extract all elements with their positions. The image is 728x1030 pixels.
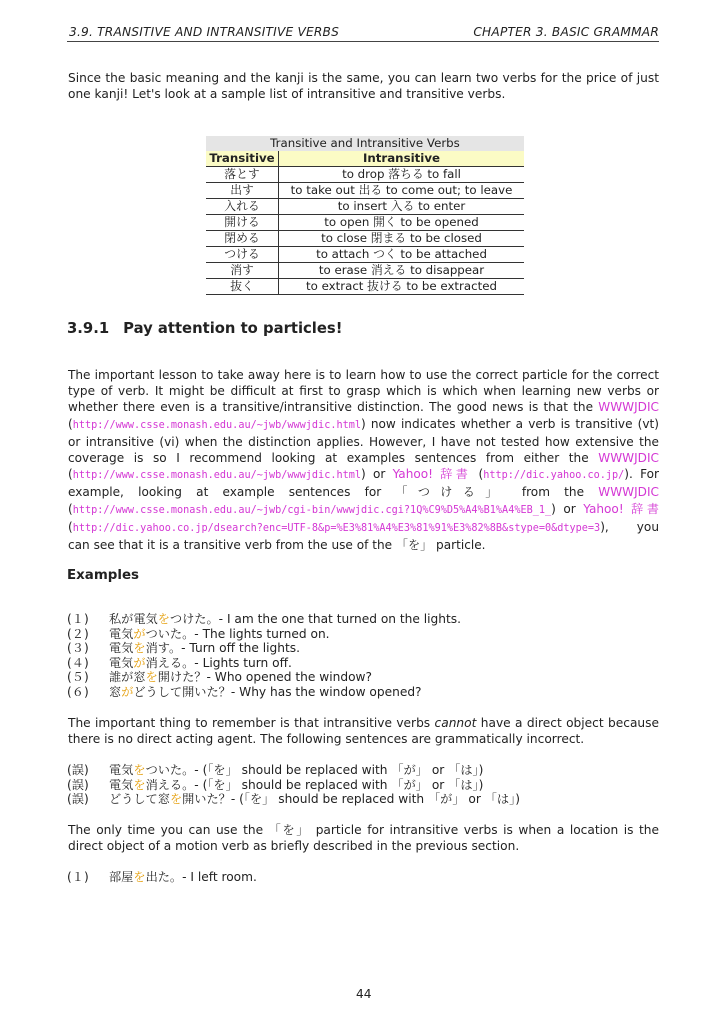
- list-item: (１) 私が電気をつけた。- I am the one that turned on the lights.: [67, 612, 461, 626]
- section-heading: [67, 320, 342, 337]
- body-text: ) or: [361, 467, 393, 482]
- body-text: ) now indicates whether a verb is transitive (vt) or intransitive (vi) when the distinction applies. However, I have not tested how extensive the coverage is so I recommend looking at examples sentences from either the: [68, 416, 659, 466]
- particle: が: [133, 655, 146, 670]
- final-example: [67, 870, 257, 885]
- running-header: [67, 25, 659, 42]
- body-text: ), you can see that it is a transitive verb from the use of the 「を」 particle.: [68, 519, 659, 553]
- wwwjdic-search-url-link[interactable]: http://www.csse.monash.edu.au/~jwb/cgi-bin/wwwjdic.cgi?1Q%C9%D5%A4%B1%A4%EB_1_: [72, 504, 552, 516]
- wwwjdic-link-3[interactable]: WWWJDIC: [598, 485, 659, 500]
- transitive-cell: 開ける: [206, 215, 279, 231]
- intransitive-cell: to open 開く to be opened: [279, 215, 525, 231]
- particle: を: [169, 792, 183, 807]
- particle: が: [133, 626, 146, 641]
- body-text: The important lesson to take away here is to learn how to use the correct particle for the correct type of verb. It might be difficult at first to grasp which is which when learning new verbs or whether there even is a transitive/intransitive distinction. The good news is that the: [68, 368, 659, 415]
- transitive-cell: つける: [206, 247, 279, 263]
- wwwjdic-link[interactable]: WWWJDIC: [598, 400, 659, 415]
- examples-list: [67, 612, 461, 700]
- table-row: [206, 263, 524, 279]
- header-intransitive: Intransitive: [279, 151, 525, 167]
- table-row: [206, 231, 524, 247]
- list-item: (誤) 電気をついた。- (「を」 should be replaced with 「が」 or 「は」): [67, 763, 484, 777]
- table-caption: Transitive and Intransitive Verbs: [206, 136, 524, 151]
- emphasis: cannot: [434, 716, 477, 730]
- particle: を: [133, 641, 146, 656]
- transitive-cell: 入れる: [206, 199, 279, 215]
- transitive-cell: 閉める: [206, 231, 279, 247]
- intransitive-cell: to extract 抜ける to be extracted: [279, 279, 525, 295]
- intransitive-cell: to attach つく to be attached: [279, 247, 525, 263]
- cannot-paragraph: The important thing to remember is that intransitive verbs cannot have a direct object because there is no direct acting agent. The following sentences are grammatically incorrect.: [68, 716, 659, 747]
- verb-table: [206, 136, 524, 295]
- particles-paragraph: The important lesson to take away here is to learn how to use the correct particle for the correct type of verb. It might be difficult at first to grasp which is which when learning new verbs or whether there even is a transitive/intransitive distinction. The good news is that the WWWJDIC (http://www.csse.monash.edu.au/~jwb/wwwjdic.html) now indicates whether a verb is transitive (vt) or intransitive (vi) when the distinction applies. However, I have not tested how extensive the coverage is so I recommend looking at examples sentences from either the WWWJDIC (http://www.csse.monash.edu.au/~jwb/wwwjdic.html) or Yahoo! 辞書 (http://dic.yahoo.co.jp/). For example, looking at example sentences for 「つける」 from the WWWJDIC (http://www.csse.monash.edu.au/~jwb/cgi-bin/wwwjdic.cgi?1Q%C9%D5%A4%B1%A4%EB_1_) or Yahoo! 辞書 (http://dic.yahoo.co.jp/dsearch?enc=UTF-8&p=%E3%81%A4%E3%81%91%E3%82%8B&stype=0&dtype=3), you can see that it is a transitive verb from the use of the 「を」 particle.: [68, 368, 659, 553]
- intransitive-cell: to close 閉まる to be closed: [279, 231, 525, 247]
- list-item: (６) 窓がどうして開いた？- Why has the window opened?: [67, 684, 422, 699]
- intro-paragraph: Since the basic meaning and the kanji is the same, you can learn two verbs for the price of just one kanji! Let's look at a sample list of intransitive and transitive verbs.: [68, 71, 659, 102]
- body-text: ) or: [551, 501, 584, 516]
- transitive-cell: 出す: [206, 183, 279, 199]
- incorrect-examples-list: [67, 763, 520, 807]
- header-transitive: Transitive: [206, 151, 279, 167]
- table-row: [206, 279, 524, 295]
- particle: を: [157, 612, 170, 626]
- section-title: Pay attention to particles!: [123, 320, 343, 337]
- wwwjdic-link-2[interactable]: WWWJDIC: [598, 451, 659, 466]
- yahoo-dictionary-link[interactable]: Yahoo! 辞書: [392, 467, 472, 482]
- list-item: (１) 部屋を出た。- I left room.: [67, 870, 257, 884]
- table-row: [206, 215, 524, 231]
- particle: を: [145, 670, 158, 685]
- wwwjdic-url-link-2[interactable]: http://www.csse.monash.edu.au/~jwb/wwwjdic.html: [72, 470, 361, 482]
- header-section-title: 3.9. TRANSITIVE AND INTRANSITIVE VERBS: [69, 25, 340, 39]
- list-item: (誤) 電気を消える。- (「を」 should be replaced with 「が」 or 「は」): [67, 777, 484, 792]
- intransitive-cell: to drop 落ちる to fall: [279, 167, 525, 183]
- list-item: (４) 電気が消える。- Lights turn off.: [67, 655, 292, 670]
- particle: が: [121, 684, 134, 699]
- yahoo-url-link[interactable]: http://dic.yahoo.co.jp/: [483, 470, 625, 482]
- particle: を: [133, 870, 146, 884]
- intransitive-cell: to take out 出る to come out; to leave: [279, 183, 525, 199]
- section-number: 3.9.1: [67, 320, 110, 337]
- list-item: (３) 電気を消す。- Turn off the lights.: [67, 641, 300, 656]
- table-row: [206, 199, 524, 215]
- transitive-cell: 抜く: [206, 279, 279, 295]
- yahoo-dictionary-link-2[interactable]: Yahoo! 辞書: [583, 501, 659, 516]
- list-item: (５) 誰が窓を開けた？- Who opened the window?: [67, 670, 372, 685]
- header-chapter-title: CHAPTER 3. BASIC GRAMMAR: [473, 25, 659, 39]
- particle: を: [133, 763, 146, 777]
- table-row: [206, 167, 524, 183]
- table-row: [206, 183, 524, 199]
- examples-heading: Examples: [67, 568, 140, 583]
- transitive-cell: 落とす: [206, 167, 279, 183]
- intransitive-cell: to insert 入る to enter: [279, 199, 525, 215]
- list-item: (２) 電気がついた。- The lights turned on.: [67, 626, 330, 641]
- table-row: [206, 247, 524, 263]
- yahoo-search-url-link[interactable]: http://dic.yahoo.co.jp/dsearch?enc=UTF-8&p=%E3%81%A4%E3%81%91%E3%82%8B&stype=0&dtype=3: [72, 522, 601, 534]
- list-item: (誤) どうして窓を開いた？- (「を」 should be replaced with 「が」 or 「は」): [67, 792, 520, 807]
- transitive-cell: 消す: [206, 263, 279, 279]
- body-text: ). For example, looking at example sentences for 「つける」 from the: [68, 467, 659, 500]
- page-number: 44: [356, 987, 372, 1001]
- intransitive-cell: to erase 消える to disappear: [279, 263, 525, 279]
- particle: を: [133, 777, 146, 792]
- location-paragraph: The only time you can use the 「を」 particle for intransitive verbs is when a location is the direct object of a motion verb as briefly described in the previous section.: [68, 823, 659, 854]
- wwwjdic-url-link[interactable]: http://www.csse.monash.edu.au/~jwb/wwwjdic.html: [72, 419, 361, 431]
- table-header-row: [206, 151, 524, 167]
